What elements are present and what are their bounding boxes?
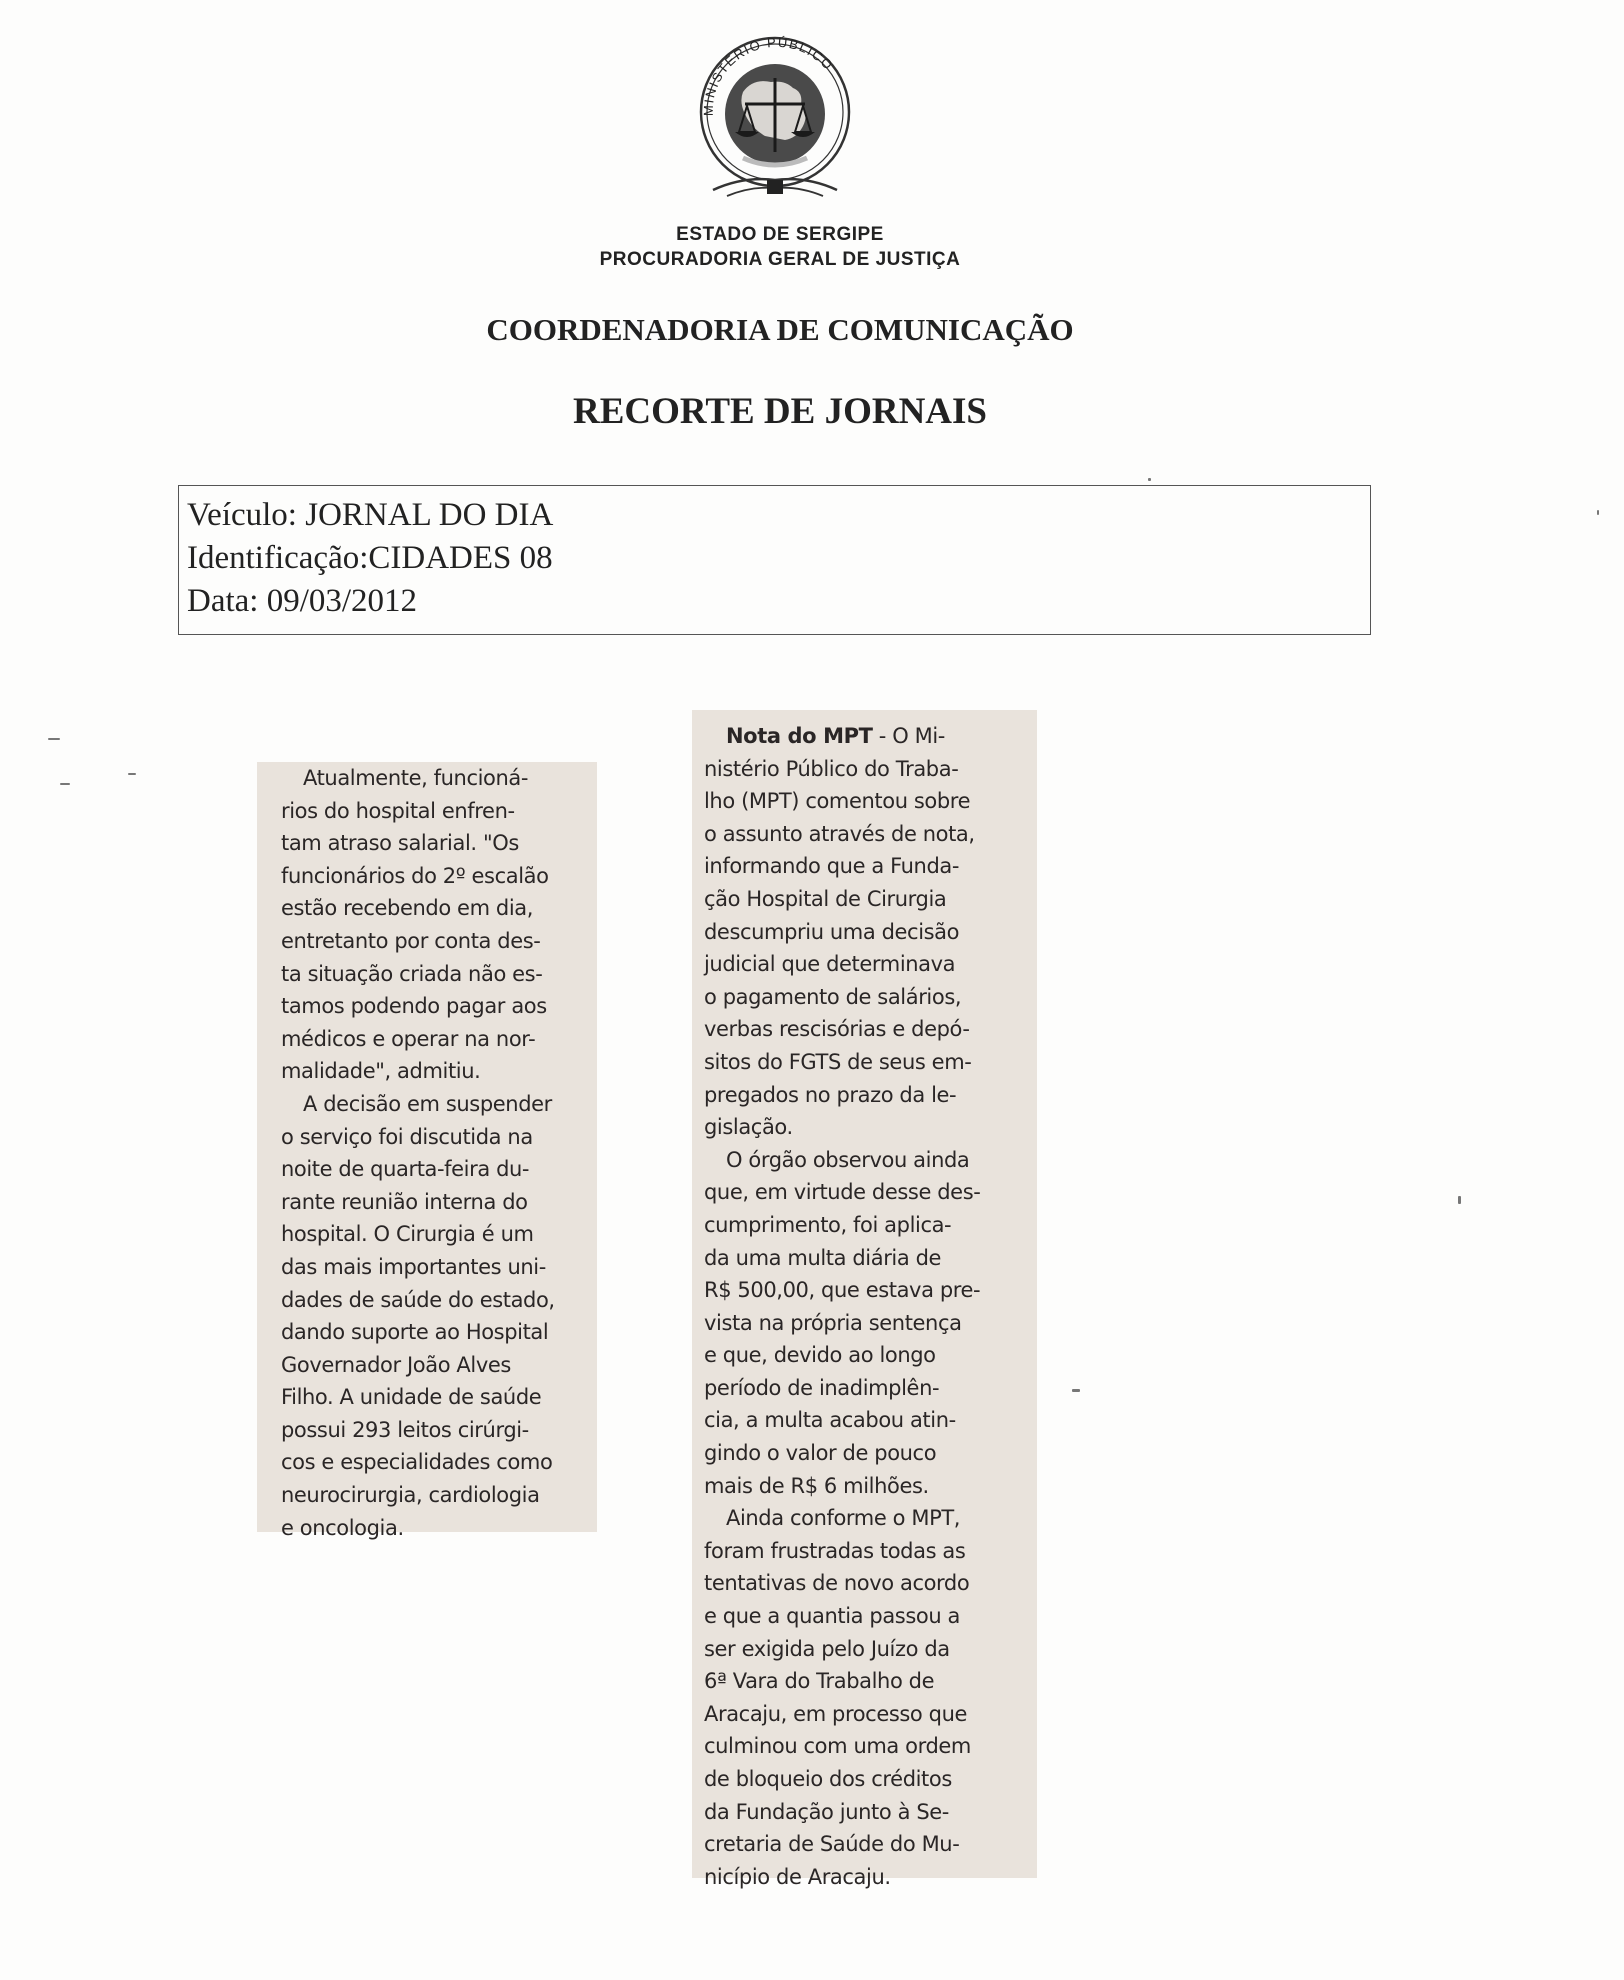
article-line: o serviço foi discutida na: [281, 1124, 533, 1149]
article-line: [704, 720, 1037, 753]
article-line-text: - O Mi-: [872, 724, 945, 748]
article-line: o pagamento de salários,: [704, 984, 962, 1009]
scan-speck: [128, 773, 136, 775]
article-line: pregados no prazo da le-: [704, 1082, 957, 1107]
article-line: entretanto por conta des-: [281, 928, 541, 953]
article-line: A decisão em suspender: [303, 1091, 552, 1116]
clipping-left: [257, 762, 597, 1540]
article-line: lho (MPT) comentou sobre: [704, 789, 971, 814]
article-line: cretaria de Saúde do Mu-: [704, 1832, 960, 1857]
article-line: de bloqueio dos créditos: [704, 1767, 952, 1791]
article-line: cia, a multa acabou atin-: [704, 1408, 956, 1433]
article-line: noite de quarta-feira du-: [281, 1157, 530, 1182]
info-box: [178, 485, 1371, 635]
page-title: RECORTE DE JORNAIS: [573, 391, 987, 432]
scan-speck: [1458, 1196, 1461, 1204]
article-line: médicos e operar na nor-: [281, 1026, 536, 1051]
article-line: nicípio de Aracaju.: [704, 1864, 891, 1889]
article-line: foram frustradas todas as: [704, 1538, 966, 1563]
clipping-right: [692, 710, 1037, 1889]
article-line: hospital. O Cirurgia é um: [281, 1222, 534, 1247]
scan-speck: [60, 783, 70, 785]
article-line: tam atraso salarial. "Os: [281, 831, 519, 856]
department-title: COORDENADORIA DE COMUNICAÇÃO: [486, 312, 1074, 347]
office-name: PROCURADORIA GERAL DE JUSTIÇA: [599, 249, 961, 270]
article-line: rante reunião interna do: [281, 1189, 528, 1214]
scan-speck: [1072, 1389, 1080, 1392]
vehicle-line: Veículo: JORNAL DO DIA: [187, 497, 554, 533]
article-line: e que, devido ao longo: [704, 1343, 936, 1368]
article-line: tamos podendo pagar aos: [281, 994, 547, 1019]
article-line: cumprimento, foi aplica-: [704, 1212, 952, 1237]
article-line: dades de saúde do estado,: [281, 1287, 555, 1312]
article-line: tentativas de novo acordo: [704, 1571, 970, 1596]
article-line: descumpriu uma decisão: [704, 919, 960, 944]
article-line: 6ª Vara do Trabalho de: [704, 1669, 935, 1694]
article-line: vista na própria sentença: [704, 1310, 962, 1335]
article-line: ser exigida pelo Juízo da: [704, 1636, 950, 1661]
scan-speck: [48, 738, 60, 740]
article-line: malidade", admitiu.: [281, 1059, 481, 1084]
article-line: estão recebendo em dia,: [281, 896, 534, 921]
article-line: sitos do FGTS de seus em-: [704, 1049, 972, 1074]
seal-text: MINISTÉRIO PÚBLICO: [700, 34, 837, 117]
article-line: gindo o valor de pouco: [704, 1441, 937, 1466]
article-line: o assunto através de nota,: [704, 821, 975, 846]
article-line: neurocirurgia, cardiologia: [281, 1483, 540, 1508]
article-line: e oncologia.: [281, 1515, 404, 1540]
article-line: Filho. A unidade de saúde: [281, 1385, 542, 1410]
article-line: informando que a Funda-: [704, 854, 960, 879]
article-line: Governador João Alves: [281, 1352, 511, 1377]
article-line: funcionários do 2º escalão: [281, 863, 549, 888]
article-line: culminou com uma ordem: [704, 1734, 971, 1759]
scan-speck: [1148, 478, 1151, 481]
article-lead: Nota do MPT: [726, 724, 873, 748]
article-line: Atualmente, funcioná-: [303, 766, 529, 790]
article-line: O órgão observou ainda: [726, 1147, 970, 1172]
article-line: ta situação criada não es-: [281, 961, 543, 986]
article-line: período de inadimplên-: [704, 1375, 940, 1400]
article-line: mais de R$ 6 milhões.: [704, 1473, 929, 1498]
article-line: da uma multa diária de: [704, 1245, 942, 1270]
article-line: rios do hospital enfren-: [281, 798, 515, 823]
article-line: Ainda conforme o MPT,: [726, 1506, 961, 1531]
article-line: possui 293 leitos cirúrgi-: [281, 1417, 529, 1442]
article-line: ção Hospital de Cirurgia: [704, 886, 947, 911]
article-line: judicial que determinava: [704, 952, 956, 977]
article-line: da Fundação junto à Se-: [704, 1799, 949, 1824]
article-line: Aracaju, em processo que: [704, 1701, 968, 1726]
article-line: das mais importantes uni-: [281, 1254, 546, 1279]
identification-line: Identificação:CIDADES 08: [187, 540, 553, 576]
article-line: e que a quantia passou a: [704, 1604, 960, 1629]
date-line: Data: 09/03/2012: [187, 583, 418, 619]
state-name: ESTADO DE SERGIPE: [676, 224, 884, 245]
article-line: R$ 500,00, que estava pre-: [704, 1278, 981, 1303]
ministerio-publico-seal: [683, 20, 867, 212]
scan-speck: [1597, 510, 1599, 515]
article-line: gislação.: [704, 1115, 793, 1140]
article-line: verbas rescisórias e depó-: [704, 1017, 970, 1042]
article-line: dando suporte ao Hospital: [281, 1320, 549, 1345]
article-line: nistério Público do Traba-: [704, 756, 959, 781]
article-line: que, em virtude desse des-: [704, 1180, 981, 1205]
article-line: cos e especialidades como: [281, 1450, 553, 1475]
